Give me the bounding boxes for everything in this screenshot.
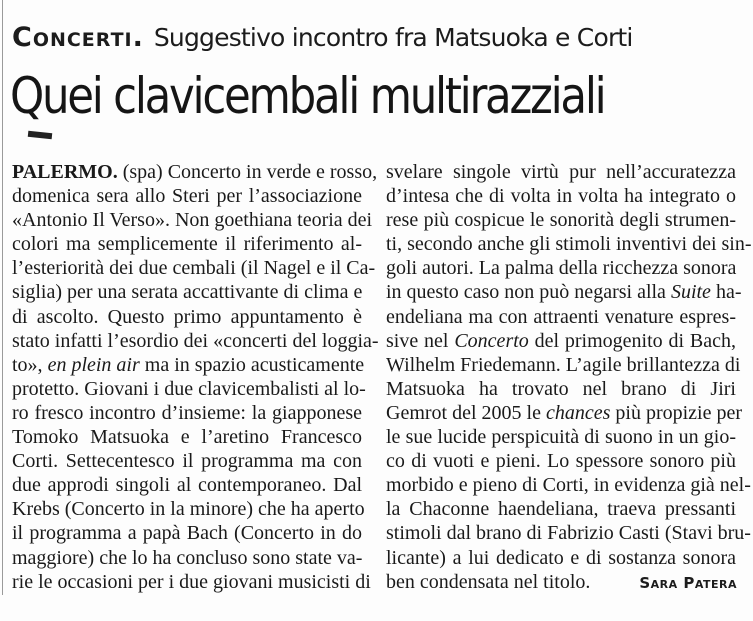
body-line: ti, secondo anche gli stimoli inventivi dei sin- [386, 233, 752, 256]
body-text: più propizie per [610, 401, 743, 424]
body-text: to», [12, 353, 48, 376]
body-line: ro fresco incontro d’insieme: la giapponese [12, 401, 362, 424]
body-line: il programma a papà Bach (Concerto in do [12, 522, 362, 545]
body-line: Corti. Settecentesco il programma ma con [12, 450, 362, 473]
print-smudge-mark [28, 131, 52, 139]
headline: Quei clavicembali multirazziali [10, 67, 605, 125]
body-line: stato infatti l’esordio dei «concerti del loggia- [12, 329, 379, 352]
body-line: due approdi singoli al contemporaneo. Dal [12, 474, 362, 497]
body-line [386, 329, 736, 353]
dateline: PALERMO. [12, 161, 118, 183]
body-line: stimoli dal brano di Fabrizio Casti (Stavi bru- [386, 522, 751, 545]
body-line: l’esteriorità dei due cembali (il Nagel e il Ca- [12, 257, 376, 280]
body-line: maggiore) che lo ha concluso sono state va- [12, 546, 363, 569]
body-line: Matsuoka ha trovato nel brano di Jiri [386, 377, 736, 400]
body-line: domenica sera allo Steri per l’associazione [12, 185, 362, 208]
body-text: (spa) Concerto in verde e rosso, [117, 161, 378, 183]
article-column-right [386, 160, 752, 594]
italic-phrase: Suite [670, 281, 711, 304]
body-line: ben condensata nel titolo. [386, 570, 591, 593]
body-text: sive nel [386, 329, 455, 352]
subheadline: Suggestivo incontro fra Matsuoka e Corti [153, 23, 633, 52]
section-kicker: Concerti. [12, 22, 144, 53]
body-line [12, 160, 378, 184]
body-line [386, 401, 743, 425]
body-line: rese più cospicue le sonorità degli strumen- [386, 209, 736, 232]
body-line: d’intesa che di volta in volta ha integrato o [386, 185, 736, 208]
article-column-left [12, 160, 379, 594]
body-text: ha- [710, 281, 742, 304]
body-text: ma in spazio acusticamente [139, 353, 365, 376]
body-line: Wilhelm Friedemann. L’agile brillantezza di [386, 353, 741, 376]
italic-phrase: Concerto [454, 329, 529, 352]
body-line: Krebs (Concerto in la minore) che ha aperto [12, 498, 365, 521]
kicker-line [12, 22, 633, 53]
italic-phrase: chances [545, 401, 611, 424]
body-line: la Chaconne haendeliana, traeva pressanti [386, 498, 736, 521]
body-line: le sue lucide perspicuità di suono in un gio- [386, 426, 736, 449]
body-text: Gemrot del 2005 le [386, 401, 546, 424]
body-line: protetto. Giovani i due clavicembalisti al lo- [12, 377, 366, 400]
body-line [12, 353, 365, 377]
body-line: colori ma semplicemente il riferimento al- [12, 233, 362, 256]
body-line: svelare singole virtù pur nell’accuratezza [386, 161, 736, 183]
body-line: endeliana ma con attraenti venature espres- [386, 305, 736, 328]
left-border-rule [2, 0, 3, 595]
body-line: morbido e pieno di Corti, in evidenza già nel- [386, 474, 751, 497]
byline: Sara Patera [639, 574, 737, 592]
body-text: in questo caso non può negarsi alla [386, 281, 671, 304]
body-line: co di vuoti e pieni. Lo spessore sonoro più [386, 450, 736, 473]
body-line: rie le occasioni per i due giovani musicisti di [12, 570, 371, 593]
body-line: di ascolto. Questo primo appuntamento è [12, 305, 362, 328]
body-line: siglia) per una serata accattivante di clima e [12, 281, 363, 304]
body-line: Tomoko Matsuoka e l’aretino Francesco [12, 426, 362, 449]
body-line [386, 280, 742, 304]
body-line: licante) a lui dedicato e di sostanza sonora [386, 546, 736, 569]
body-text: del primogenito di Bach, [528, 329, 736, 352]
body-line: goli autori. La palma della ricchezza sonora [386, 257, 737, 280]
italic-phrase: en plein air [47, 353, 140, 376]
body-line: «Antonio Il Verso». Non goethiana teoria dei [12, 209, 373, 232]
